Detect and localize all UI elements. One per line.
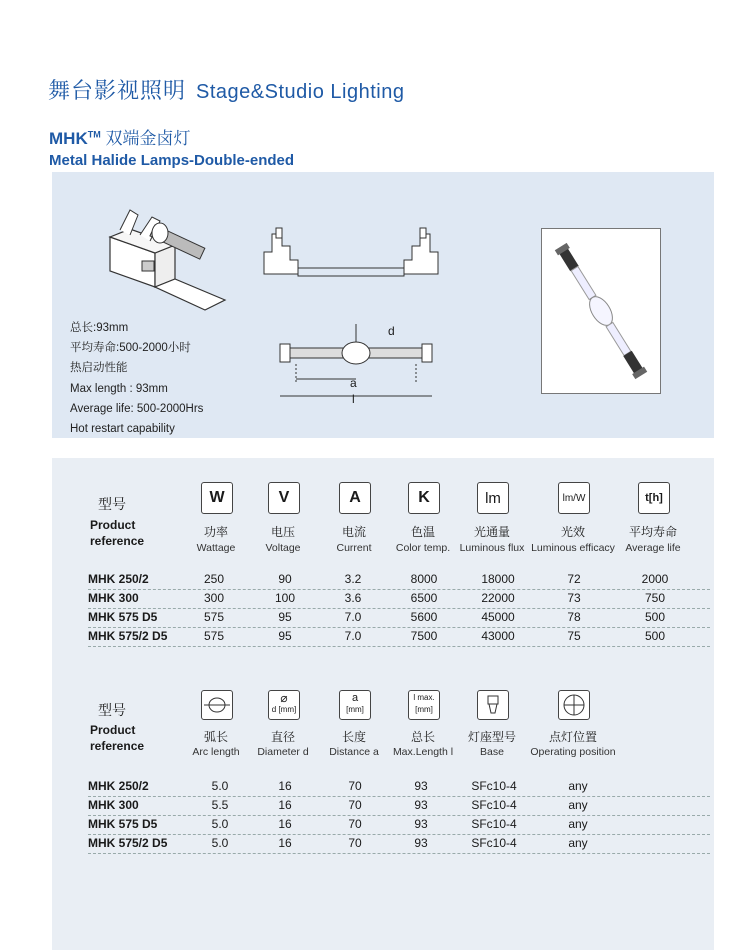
product-name: MHK 575/2 D5 xyxy=(88,836,168,850)
wattage-symbol-icon: W xyxy=(201,482,233,514)
dim-label-l: l xyxy=(352,392,355,406)
holder-side-view xyxy=(262,226,442,288)
colortemp-symbol-icon: K xyxy=(408,482,440,514)
col-cn: 灯座型号 xyxy=(467,730,516,744)
table-cell: 3.2 xyxy=(344,572,362,586)
product-cn: 双端金卤灯 xyxy=(105,129,191,148)
table-cell: 16 xyxy=(278,798,292,812)
life-symbol-icon: t[h] xyxy=(638,482,670,514)
table-cell: 45000 xyxy=(481,610,515,624)
note-line: 总长:93mm xyxy=(70,322,129,334)
note-line: Max length : 93mm xyxy=(70,382,168,395)
col-en: Average life xyxy=(625,542,681,554)
col-cn: 直径 xyxy=(270,730,295,744)
table-cell: 93 xyxy=(414,798,428,812)
col-en: Wattage xyxy=(196,542,236,554)
table-cell: any xyxy=(568,817,588,831)
col-cn: 光效 xyxy=(560,525,585,539)
table-row xyxy=(88,815,710,835)
table-cell: 300 xyxy=(203,591,225,605)
position-icon xyxy=(558,690,590,720)
product-name: MHK 250/2 xyxy=(88,779,149,793)
max-length-icon xyxy=(408,690,440,720)
table-cell: 43000 xyxy=(481,629,515,643)
table-cell: 250 xyxy=(203,572,225,586)
col-cn: 平均寿命 xyxy=(628,525,677,539)
brand: MHK xyxy=(49,129,88,148)
table-cell: 100 xyxy=(274,591,296,605)
lamp-photo xyxy=(541,228,661,394)
note-line: Average life: 500-2000Hrs xyxy=(70,402,204,415)
table-cell: 5.0 xyxy=(211,779,229,793)
lamp-holder-illustration xyxy=(100,195,230,320)
table-row xyxy=(88,589,710,609)
col-en: Arc length xyxy=(192,746,240,758)
table-cell: SFc10-4 xyxy=(471,817,517,831)
col-cn: 光通量 xyxy=(473,525,510,539)
col-en: Diameter d xyxy=(257,746,309,758)
table-cell: 7.0 xyxy=(344,610,362,624)
col-en: Base xyxy=(480,746,504,758)
note-line: Hot restart capability xyxy=(70,423,175,436)
diameter-unit: d [mm] xyxy=(271,705,297,714)
table-cell: SFc10-4 xyxy=(471,836,517,850)
col-cn: 长度 xyxy=(341,730,366,744)
table-cell: any xyxy=(568,798,588,812)
page-title xyxy=(48,74,404,105)
table-cell: 5600 xyxy=(410,610,438,624)
current-symbol-icon: A xyxy=(339,482,371,514)
table-cell: 2000 xyxy=(641,572,669,586)
col-cn: 电压 xyxy=(270,525,295,539)
table-cell: 8000 xyxy=(410,572,438,586)
product-name: MHK 300 xyxy=(88,591,139,605)
table-cell: SFc10-4 xyxy=(471,798,517,812)
lamp-photo-image xyxy=(542,229,660,393)
table-row xyxy=(88,834,710,854)
table-cell: 93 xyxy=(414,836,428,850)
table-cell: 16 xyxy=(278,836,292,850)
label-en-line2: reference xyxy=(90,739,145,753)
table-cell: 70 xyxy=(348,798,362,812)
table-cell: 3.6 xyxy=(344,591,362,605)
table-row xyxy=(88,777,710,797)
table-cell: 70 xyxy=(348,779,362,793)
distance-icon xyxy=(339,690,371,720)
col-en: Distance a xyxy=(329,746,379,758)
col-cn: 点灯位置 xyxy=(548,730,597,744)
efficacy-symbol-icon: lm/W xyxy=(558,482,590,514)
table-cell: 750 xyxy=(644,591,666,605)
col-cn: 电流 xyxy=(341,525,366,539)
table-cell: any xyxy=(568,779,588,793)
table-cell: 7.0 xyxy=(344,629,362,643)
arc-length-icon xyxy=(201,690,233,720)
table-cell: 78 xyxy=(567,610,581,624)
table-cell: 70 xyxy=(348,817,362,831)
diameter-icon: ⌀ d [mm] xyxy=(268,690,300,720)
table-cell: 95 xyxy=(278,610,292,624)
col-cn: 色温 xyxy=(410,525,435,539)
table-cell: 93 xyxy=(414,779,428,793)
table-cell: 5.0 xyxy=(211,817,229,831)
table1-label-en xyxy=(90,517,144,549)
col-en: Voltage xyxy=(265,542,301,554)
flux-symbol-icon: lm xyxy=(477,482,509,514)
table-cell: SFc10-4 xyxy=(471,779,517,793)
col-cn: 弧长 xyxy=(203,730,228,744)
col-en: Color temp. xyxy=(395,542,451,554)
table-row xyxy=(88,608,710,628)
feature-notes xyxy=(70,318,203,439)
table1-label-cn: 型号 xyxy=(98,496,126,512)
distance-symbol: a xyxy=(351,692,359,704)
table-cell: 95 xyxy=(278,629,292,643)
table2-label-cn: 型号 xyxy=(98,702,126,718)
table-cell: 70 xyxy=(348,836,362,850)
table-cell: 500 xyxy=(644,629,666,643)
voltage-symbol-icon: V xyxy=(268,482,300,514)
table-row xyxy=(88,570,710,590)
col-en: Max.Length l xyxy=(392,746,454,758)
col-cn: 功率 xyxy=(203,525,228,539)
table2-label-en xyxy=(90,722,144,754)
table-cell: 22000 xyxy=(481,591,515,605)
label-en-line2: reference xyxy=(90,534,145,548)
table-cell: 5.5 xyxy=(211,798,229,812)
product-name: MHK 300 xyxy=(88,798,139,812)
base-icon xyxy=(477,690,509,720)
table-cell: 7500 xyxy=(410,629,438,643)
lamp-dimension-diagram xyxy=(276,324,436,408)
table-cell: 575 xyxy=(203,629,225,643)
table-cell: 6500 xyxy=(410,591,438,605)
table-cell: any xyxy=(568,836,588,850)
dim-label-a: a xyxy=(350,376,357,390)
table-cell: 575 xyxy=(203,610,225,624)
product-name: MHK 250/2 xyxy=(88,572,149,586)
table-cell: 18000 xyxy=(481,572,515,586)
product-name: MHK 575/2 D5 xyxy=(88,629,168,643)
max-length-symbol: l max. xyxy=(413,693,435,702)
table-row xyxy=(88,796,710,816)
label-en-line1: Product xyxy=(90,518,136,532)
table-cell: 16 xyxy=(278,817,292,831)
table-cell: 16 xyxy=(278,779,292,793)
table-cell: 93 xyxy=(414,817,428,831)
col-en: Luminous flux xyxy=(459,542,525,554)
label-en-line1: Product xyxy=(90,723,136,737)
col-en: Luminous efficacy xyxy=(531,542,615,554)
title-cn: 舞台影视照明 xyxy=(48,78,187,103)
note-line: 热启动性能 xyxy=(70,362,128,375)
table-cell: 90 xyxy=(278,572,292,586)
title-en: Stage&Studio Lighting xyxy=(196,81,405,103)
trademark: TM xyxy=(87,129,101,140)
col-en: Current xyxy=(336,542,372,554)
table-cell: 500 xyxy=(644,610,666,624)
table-cell: 5.0 xyxy=(211,836,229,850)
max-length-unit: [mm] xyxy=(415,705,433,714)
product-subtitle: Metal Halide Lamps-Double-ended xyxy=(49,152,295,169)
col-cn: 总长 xyxy=(410,730,435,744)
table-cell: 73 xyxy=(567,591,581,605)
dim-label-d: d xyxy=(388,324,395,338)
table-cell: 72 xyxy=(567,572,581,586)
product-name: MHK 575 D5 xyxy=(88,817,158,831)
table-cell: 75 xyxy=(567,629,581,643)
product-title xyxy=(49,124,190,149)
distance-unit: [mm] xyxy=(346,705,364,714)
col-en: Operating position xyxy=(530,746,616,758)
note-line: 平均寿命:500-2000小时 xyxy=(70,342,191,355)
table-row xyxy=(88,627,710,647)
product-name: MHK 575 D5 xyxy=(88,610,158,624)
